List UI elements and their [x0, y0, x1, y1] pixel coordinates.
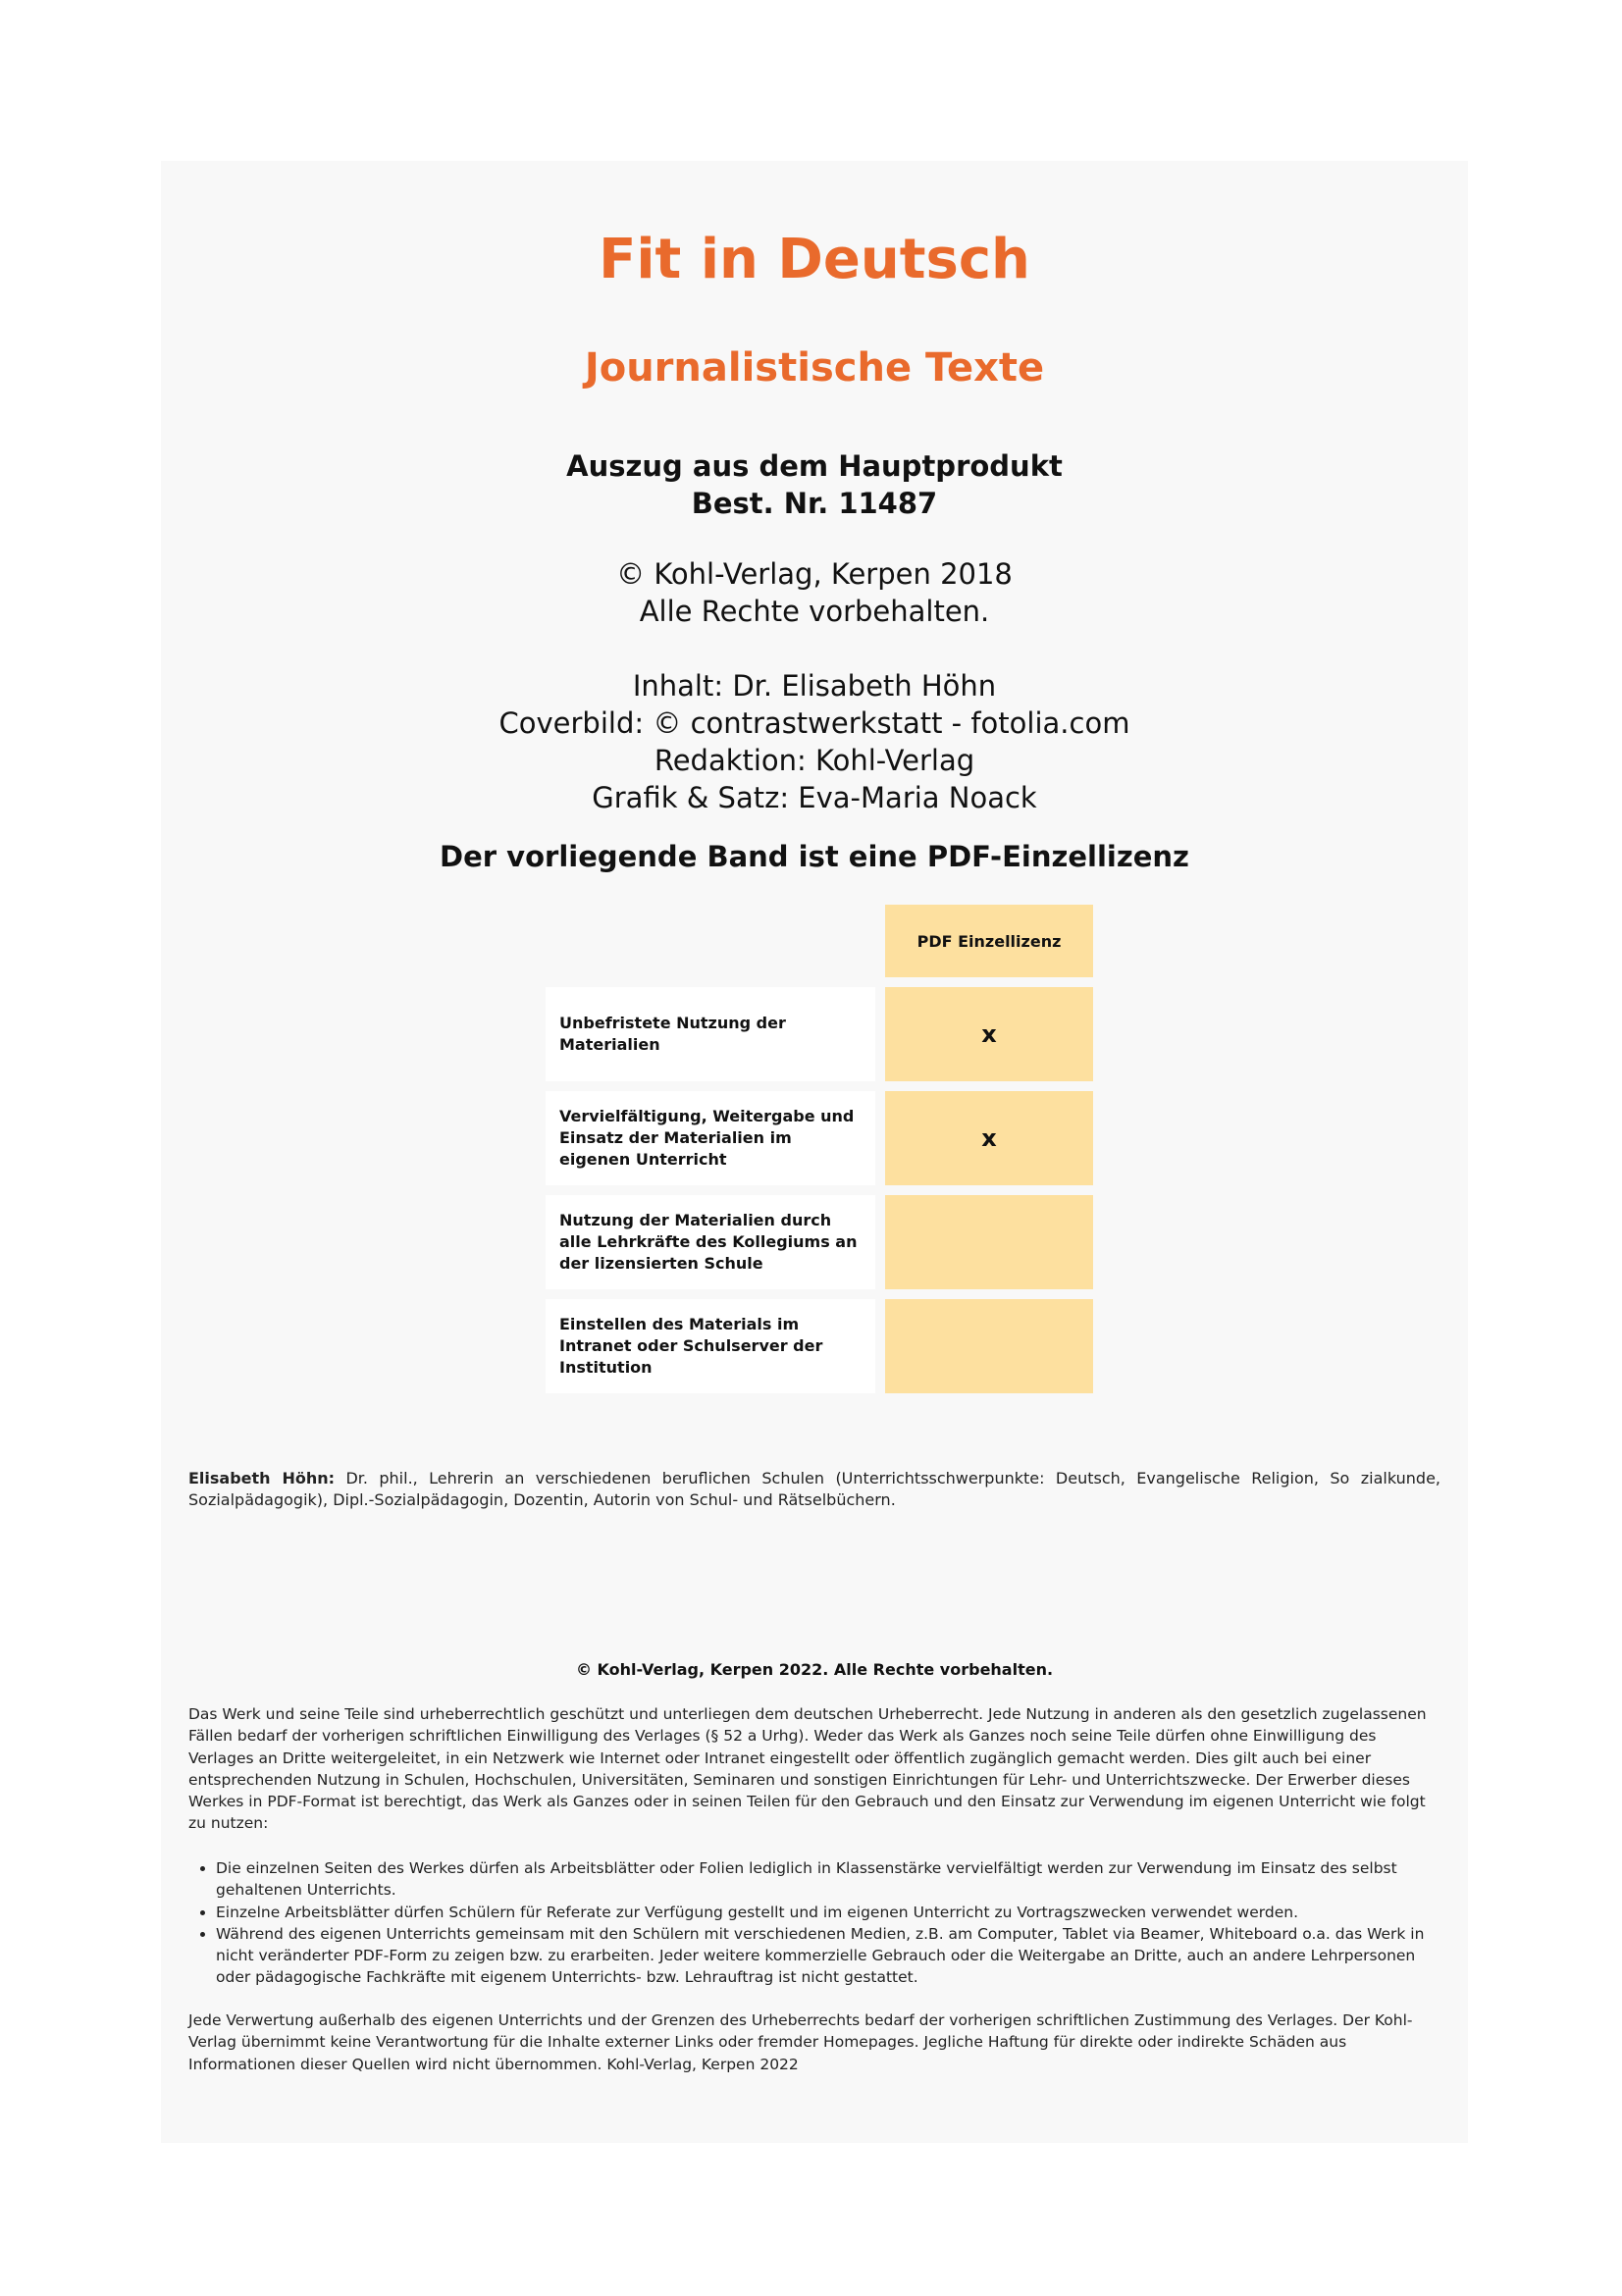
legal-closing: Jede Verwertung außerhalb des eigenen Unterrichts und der Grenzen des Urheberrechts bedarf der vorherigen schriftlichen Zustimmung des Verlages. Der Kohl-Verlag übernimmt keine Verantwortung für die Inhalte externer Links oder fremder Homepages. Jegliche Haftung für direkte oder indirekte Schäden aus Informationen dieser Quellen wird nicht übernommen. Kohl-Verlag, Kerpen 2022	[188, 2011, 1413, 2073]
legal-title: © Kohl-Verlag, Kerpen 2022. Alle Rechte vorbehalten.	[575, 1660, 1054, 1679]
license-row-mark	[885, 1299, 1093, 1393]
credit-editor: Redaktion: Kohl-Verlag	[654, 744, 975, 777]
legal-bullet: • Während des eigenen Unterrichts gemeinsam mit den Schülern mit verschiedenen Medien, z.B. am Computer, Tablet via Beamer, Whiteboard o.a. das Werk in nicht veränderter PDF-Form zu zeigen bzw. zu erarbeiten. Jeder weitere kommerzielle Gebrauch oder die Weitergabe an Dritte, auch an andere Lehrpersonen oder pädagogische Fachkräfte mit eigenem Unterrichts- bzw. Lehrauftrag ist nicht gestattet.	[216, 1923, 1440, 1989]
legal-bullet: • Die einzelnen Seiten des Werkes dürfen als Arbeitsblätter oder Folien lediglich in Klassenstärke vervielfältigt werden zur Verwendung im Einsatz des selbst gehaltenen Unterrichts.	[216, 1857, 1440, 1902]
rights-reserved-line: Alle Rechte vorbehalten.	[639, 595, 990, 628]
license-row	[546, 1195, 1093, 1289]
license-row	[546, 987, 1093, 1081]
author-bio	[188, 1468, 1440, 1511]
excerpt-line-1: Auszug aus dem Hauptprodukt	[566, 449, 1063, 483]
copyright-line: © Kohl-Verlag, Kerpen 2018	[616, 557, 1013, 591]
legal-bullet: • Einzelne Arbeitsblätter dürfen Schülern für Referate zur Verfügung gestellt und im eigenen Unterricht zu Vortragszwecken verwendet werden.	[216, 1902, 1440, 1923]
license-row-mark: x	[885, 1091, 1093, 1185]
license-column-header: PDF Einzellizenz	[885, 905, 1093, 977]
license-row-mark: x	[885, 987, 1093, 1081]
license-row-label: Nutzung der Materialien durch alle Lehrkräfte des Kollegiums an der lizensierten Schule	[546, 1195, 875, 1289]
license-row-label: Einstellen des Materials im Intranet oder Schulserver der Institution	[546, 1299, 875, 1393]
license-heading: Der vorliegende Band ist eine PDF-Einzellizenz	[440, 840, 1189, 873]
author-name: Elisabeth Höhn:	[188, 1469, 336, 1487]
credit-cover: Coverbild: © contrastwerkstatt - fotolia.com	[498, 706, 1130, 740]
license-row	[546, 1299, 1093, 1393]
license-row-label: Vervielfältigung, Weitergabe und Einsatz der Materialien im eigenen Unterricht	[546, 1091, 875, 1185]
credit-content: Inhalt: Dr. Elisabeth Höhn	[632, 669, 997, 703]
license-row-mark	[885, 1195, 1093, 1289]
credit-layout: Grafik & Satz: Eva-Maria Noack	[592, 781, 1037, 814]
legal-bullets	[188, 1857, 1440, 1989]
order-number: Best. Nr. 11487	[691, 487, 938, 520]
legal-intro: Das Werk und seine Teile sind urheberrechtlich geschützt und unterliegen dem deutschen Urheberrecht. Jede Nutzung in anderen als den gesetzlich zugelassenen Fällen bedarf der vorherigen schriftlichen Einwilligung des Verlages (§ 52 a Urhg). Weder das Werk als Ganzes noch seine Teile dürfen ohne Einwilligung des Verlages an Dritte weitergeleitet, in ein Netzwerk wie Internet oder Intranet eingestellt oder öffentlich zugänglich gemacht werden. Dies gilt auch bei einer entsprechenden Nutzung in Schulen, Hochschulen, Universitäten, Seminaren und sonstigen Einrichtungen für Lehr- und Unterrichtszwecke. Der Erwerber dieses Werkes in PDF-Format ist berechtigt, das Werk als Ganzes oder in seinen Teilen für den Gebrauch und den Einsatz zur Verwendung im eigenen Unterricht wie folgt zu nutzen:	[188, 1705, 1427, 1833]
license-row	[546, 1091, 1093, 1185]
license-row-label: Unbefristete Nutzung der Materialien	[546, 987, 875, 1081]
author-bio-text: Dr. phil., Lehrerin an verschiedenen beruflichen Schulen (Unterrichtsschwerpunkte: Deutsch, Evangelische Religion, So zialkunde, Sozialpädagogik), Dipl.-Sozialpädagogin, Dozentin, Autorin von Schul- und Rätselbüchern.	[188, 1469, 1440, 1509]
document-subtitle: Journalistische Texte	[584, 345, 1045, 391]
document-title: Fit in Deutsch	[599, 228, 1030, 291]
